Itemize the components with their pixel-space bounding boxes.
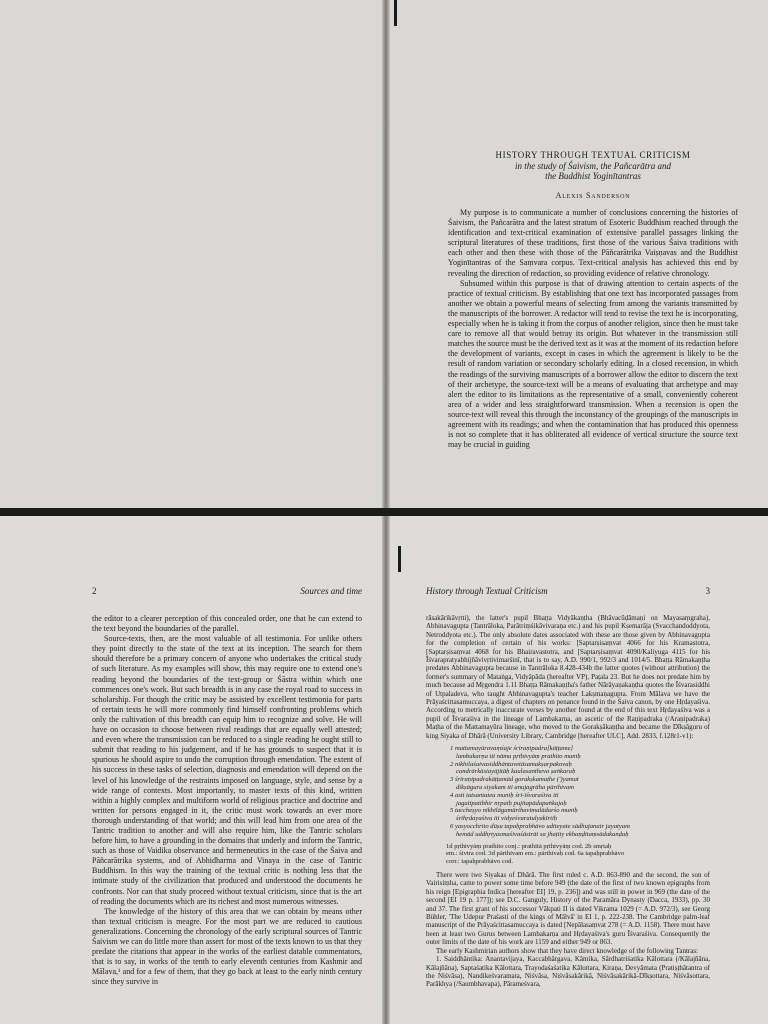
verse-block <box>450 745 710 839</box>
verse-line: lambakarṇa iti nāma pṛthivyāṃ prathito muniḥ <box>456 752 581 760</box>
footnote-paragraph-saiddhantika: 1. Saiddhāntika: Anantavijaya, Kaccabhārgava, Kāmika, Sārdhatriśatika Kālottara (/Kālajñāna, Kālajñāna), Saptaśatika Kālottara, Trayodaśaśatika Kālottara, Kiraṇa, Devyāmata (Pratiṣṭhātantra of the Niśvāsa), Nandikeśvaramata, Niśvāsa, Niśvāsakārikā, Niśvāsakārikā-Dīkṣottara, Niśvāsottara, Parākhya (/Saumbhavapa), Pārameśvara, <box>426 955 710 989</box>
verse-line: 1 mattamayūravaṃśaje śrīraṇipadra[kāṭṭame] <box>450 745 574 753</box>
apparatus-line: 1d pṛthivyāṃ prathito conj.: prathitā pṛthivyāṃ cod. 2b smṛtaḥ <box>446 842 612 850</box>
verse-line: 4 asti tatsantateu muniḥ śrī-īśvaraśiva iti <box>450 791 559 799</box>
top-right-page <box>388 0 768 508</box>
page-2-paragraph-1: the editor to a clearer perception of this concealed order, one that he can extend to the text beyond the boundaries of the parallel. <box>92 614 362 634</box>
intro-paragraph-2: Subsumed within this purpose is that of drawing attention to certain aspects of the practice of textual criticism. By establishing that one text has incorporated passages from another we obtain a powerful means of selecting from among the variants transmitted by the manuscripts of the borrower. A redactor will tend to revise the text he is incorporating, especially when he is taking it from the corpus of another religion, since then he must take care to remove all that would betray its origin. But whatever in the transmission still matches the source must be the derived text as it was at the moment of its redaction before the development of variants, except in cases in which the agreement is likely to be the result of random variation or secondary scholarly editing. In a closed recension, in which the readings of the surviving manuscripts of a borrower allow the editor to discern the text of their archetype, the source-text will be a means of evaluating that archetype and may alert the editor to its limitations as the representative of a small, conveniently coherent area of a wider and less straightforward transmission. When a recension is open the source-text will reveal this through the inconstancy of the groupings of the manuscripts in agreement with its readings; and when the contamination that has produced this openness is not so complete that it has obliterated all evidence of vertical structure the source text may be crucial in guiding <box>448 278 738 450</box>
article-title: HISTORY THROUGH TEXTUAL CRITICISM <box>495 150 691 160</box>
article-opening <box>448 150 738 450</box>
footnote-continuation: rāsakārikāvṛtti), the latter's pupil Bhaṭṭa Vidyākaṇṭha (Bhāvacūḍāmaṇi on Mayasaṃgraha), Abhinavagupta (Tantrāloka, Parātriṃśikāvivaraṇa etc.) and his pupil Kṣemarāja (Svacchandoddyota, Netroddyota etc.). The only absolute dates associated with these are those given by Abhinavagupta for the completion of certain of his works: [Saptarṣisaṃvat 4066 for his Kramastotra, [Saptarṣisaṃvat 4068 for his Bhairavastotra, and [Saptarṣisaṃvat 4090/Kaliyuga 4115 for his Īśvarapratyabhijñāvivṛtivimarśinī, that is to say, A.D. 990/1, 992/3 and 1014/5. Bhaṭṭa Rāmakaṇṭha predates Abhinavagupta because in Tantrāloka 8.428-434b the latter quotes (without attribution) the former's summary of Mataṅga, Vidyāpāda (hereafter VP), Paṭala 23. But he does not predate him by much because ad Mṛgendra 1.11 Bhaṭṭa Rāmakaṇṭha's father Nārāyaṇakaṇṭha quotes the Īśvarasiddhi of Utpaladeva, who taught Abhinavagupta's teacher Lakṣmaṇagupta. From Mālava we have the Prāyaścittasamuccaya, a digest of chapters on penance found in the Śaiva canon, by one Hṛdayaśiva. According to metrically inaccurate verses by another found at the end of this text Hṛdayaśiva was a pupil of Īśvaraśiva in the lineage of Lambakarṇa, an ascetic of the Raṇipadraka (/Araṇipadraka) Maṭha of the Mattamayūra lineage, who moved to the Gorakṣākaṇṭha and became the Dīkṣāguru of king Siyaka of Dhārā (University Library, Cambridge [hereafter ULC], Add. 2833, f.128r1-v1): <box>426 614 710 740</box>
verse-line: 3 śrīraṇipadrakāṭṭamād gorakṣkamaṭhe (')yamat <box>450 776 579 784</box>
running-head-right: History through Textual Criticism <box>426 586 548 596</box>
page-3-footnote-body <box>426 614 710 989</box>
verse-line: candrārkāsiayājitāḥ kaulasantheva ṣaṅkaraḥ <box>456 768 576 776</box>
verse-line: 6 yasyocchrito dūṣu tapaḥprabhāvo uditeyate sādhujanair jayatyam <box>450 823 630 831</box>
page-2-paragraph-3: The knowledge of the history of this area that we can obtain by means other than textual criticism is meagre. For the most part we are reduced to cautious generalizations. Concerning the chronology of the early scriptural sources of Tantric Śaivism we can do little more than assert for most of the texts known to us that they predate the citations that appear in the works of the earliest datable commentators, that is to say, in works of the tenth to early eleventh centuries from Kashmir and Mālava,¹ and for a few of them, that they go back at least to the early ninth century since they survive in <box>92 906 362 987</box>
verse-line: jagatīpatibhir nṛpaiḥ pujitapādapaṅkajaḥ <box>456 799 567 807</box>
page-3 <box>388 516 768 1024</box>
running-head-left: Sources and time <box>300 586 362 596</box>
page-2-body <box>92 614 362 987</box>
verse-line: hemād uddhṛtyasmaśivaśāstrāt sa jhaṭity ekhaṇḍitaṃsādakanḍaḥ <box>456 830 629 838</box>
top-left-blank-page <box>0 0 384 508</box>
apparatus-line: em.: śivtra cod. 3d pārthivam em.: pārthivaḥ cod. 6a tapaḥprabhāvo <box>446 850 625 858</box>
page-2 <box>0 516 384 1024</box>
page-number-right: 3 <box>705 586 710 596</box>
top-spread <box>0 0 768 508</box>
footnote-paragraph-kashmirian: The early Kashmirian authors show that they have direct knowledge of the following Tantras: <box>436 946 699 955</box>
page-2-paragraph-2: Source-texts, then, are the most valuable of all testimonia. For unlike others they point directly to the state of the text at its inception. The search for them should therefore be a primary concern of anyone who undertakes the critical study of such literature. As my examples will show, this may require one to extend one's reading beyond the boundaries of the text-group or Śāstra within which one commences one's work. But such breadth is in any case the royal road to success in scholarship. For though the critic may be assisted by excellent testimonia for parts of certain texts he will more commonly find himself confronting problems which only the cultivation of this breadth can equip him to recognize and solve. He will have on occasion to choose between rival readings that are equally well attested; and even where the transmission can be reduced to a single reading he ought still to submit that reading to his judgement, and if he has grounds to suspect that it is spurious he should aspire to undo the corruption through emendation. The extent of his success in these tasks of selection, diagnosis and emendation will depend on the level of his knowledge of the restraints imposed on language, style, and sense by a wide range of contexts. Most importantly, to master texts of this kind, written within a highly complex and multiform world of religious practice and doctrine and written for persons engaged in it, the critic must work towards an ever more thorough understanding of that world; and this will lead him from one area of the Tantric tradition to another and will also require him, like the Tantric scholars before him, to have a grounding in the domains that underly and inform the Tantric, such as those of Vaidika observance and hermeneutics in the case of the Śaiva and Pāñcarātrika systems, and of Abhidharma and Vinaya in the case of Tantric Buddhism. In this way the training of the textual critic is nothing less that the intimate study of the civilization that produced and understood the documents he confronts. Nor can that study proceed without textual criticism, since that is the art of reading the documents which are its richest and most numerous witnesses. <box>92 634 362 906</box>
verse-line: 5 taccheṣyo nikhilāgamārthavimalādarśo muniḥ <box>450 807 578 815</box>
article-author: Alexis Sanderson <box>555 191 631 200</box>
footnote-paragraph-siyakas: There were two Siyakas of Dhārā. The first ruled c. A.D. 863-890 and the second, the son of Vairisiṃha, came to power some time before 949 (the date of the first of two known epigraphs from his reign [Epigraphia Indica [hereafter EI] 19, p. 236]) and was still in power in 969 (the date of the second [EI 19 p. 177]); see D.C. Ganguly, History of the Paramāra Dynasty (Dacca, 1933), pp. 30 and 37. The first grant of his successor Vākpati II is dated Vikrama 1029 (= A.D. 972/3), see Georg Bühler, 'The Udepur Praśasti of the kings of Mālvā' in EI 1, p. 222-238. The Cambridge palm-leaf manuscript of the Prāyaścittasamuccaya is dated [Nepālasaṃvat 278 (= A.D. 1158). There must have been at least two Gurus between Lambakarṇa and Hṛdayaśiva's guru Īśvaraśiva. Consequently the outer limits of the date of his work are 1159 and either 949 or 863. <box>426 871 710 947</box>
verse-line: 2 nikhilaśaivasiddhāntavetāsamakṣarpakovaḥ <box>450 760 572 768</box>
verse-line: śrīhṛdayaśiva iti vidyeśvaratulyakīrtiḥ <box>456 815 558 823</box>
article-subtitle-line1: in the study of Śaivism, the Pañcarātra and <box>515 161 671 171</box>
page-number-left: 2 <box>92 586 97 596</box>
bottom-spread <box>0 516 768 1024</box>
verse-line: dīkṣāguru siyakam iti anujagrāha pārthivam <box>456 784 574 792</box>
article-subtitle-line2: the Buddhist Yoginītantras <box>545 171 641 181</box>
intro-paragraph-1: My purpose is to communicate a number of conclusions concerning the histories of Śaivism, the Pañcarātra and the latest stratum of Esoteric Buddhism reached through the identification and text-critical examination of extensive parallel passages linking the scriptural literatures of these traditions, first those of the various Śaiva traditions with each other and then these with those of the Pāñcarātrika Vaiṣṇavas and the Buddhist Yoginītantras of the Saṃvara corpus. Text-critical analysis has achieved this end by revealing the direction of redaction, so providing evidence of relative chronology. <box>448 208 738 278</box>
critical-apparatus <box>446 843 710 866</box>
apparatus-line: corr.: tapaḥprabhāvo cod. <box>446 858 514 866</box>
